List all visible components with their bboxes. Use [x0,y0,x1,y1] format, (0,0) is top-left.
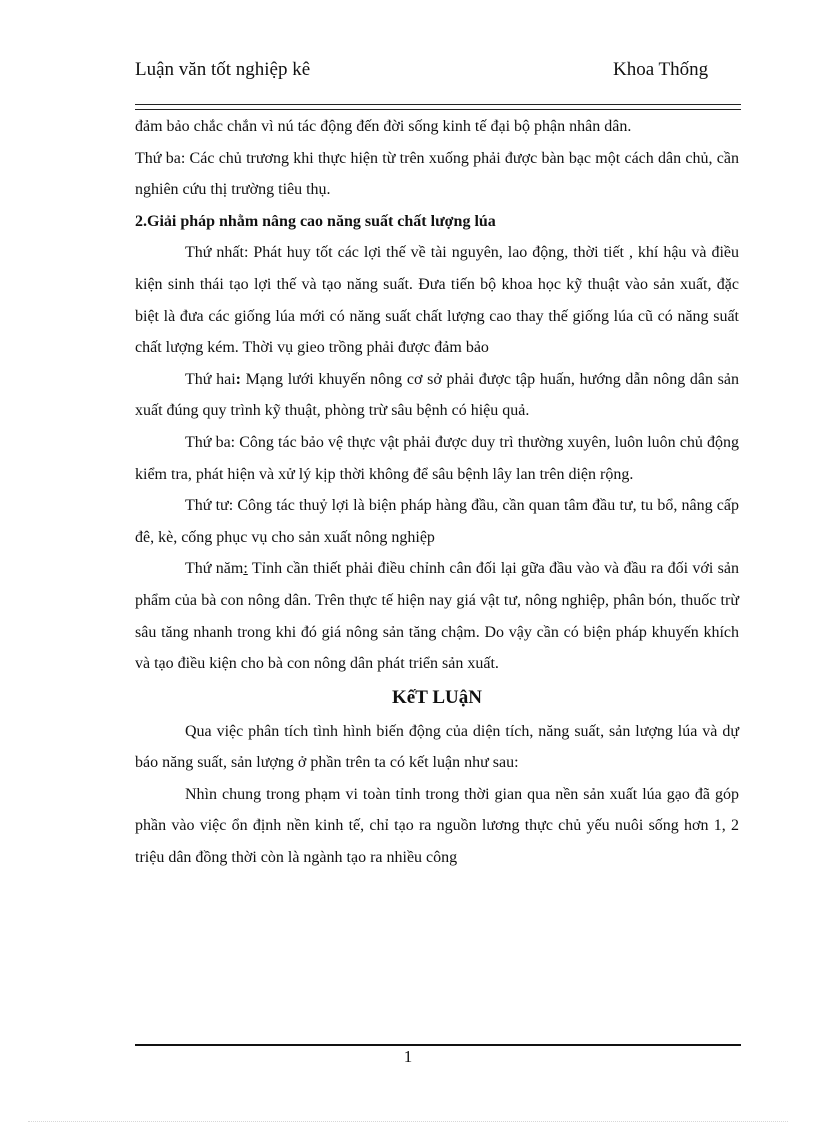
fifth-solution-label: Thứ năm [185,560,244,578]
document-body [135,111,739,874]
page-edge-dotted-line [28,1121,788,1122]
paragraph-second-solution [135,364,739,427]
fifth-solution-colon: : [243,560,248,578]
second-solution-text: Mạng lưới khuyến nông cơ sở phải được tập huấn, hướng dẫn nông dân sản xuất đúng quy trình kỹ thuật, phòng trừ sâu bệnh có hiệu quả. [135,370,739,420]
paragraph-continuation: đảm bảo chắc chắn vì nú tác động đến đời sống kinh tế đại bộ phận nhân dân. [135,118,632,135]
conclusion-title: KếT LUậN [392,686,482,708]
paragraph-third-policy: Thứ ba: Các chủ trương khi thực hiện từ trên xuống phải được bàn bạc một cách dân chủ, cần nghiên cứu thị trường tiêu thụ. [135,149,739,199]
paragraph-fifth-solution [135,553,739,679]
header-right-title: Khoa Thống [613,59,709,80]
second-solution-colon: : [235,370,241,388]
header-divider [135,104,741,110]
paragraph-conclusion-intro: Qua việc phân tích tình hình biến động của diện tích, năng suất, sản lượng lúa và dự báo năng suất, sản lượng ở phần trên ta có kết luận như sau: [135,722,739,772]
paragraph-third-solution: Thứ ba: Công tác bảo vệ thực vật phải được duy trì thường xuyên, luôn luôn chủ động kiểm tra, phát hiện và xử lý kịp thời không để sâu bệnh lây lan trên diện rộng. [135,433,739,483]
footer-divider [135,1044,741,1046]
fifth-solution-text: Tỉnh cần thiết phải điều chỉnh cân đối lại gữa đầu vào và đầu ra đối với sản phẩm của bà con nông dân. Trên thực tế hiện nay giá vật tư, nông nghiệp, phân bón, thuốc trừ sâu tăng nhanh trong khi đó giá nông sản tăng chậm. Do vậy cần có biện pháp khuyến khích và tạo điều kiện cho bà con nông dân phát triển sản xuất. [135,560,740,673]
paragraph-conclusion-main: Nhìn chung trong phạm vi toàn tỉnh trong thời gian qua nền sản xuất lúa gạo đã góp phần vào việc ổn định nền kinh tế, chỉ tạo ra nguồn lương thực chủ yếu nuôi sống hơn 1, 2 triệu dân đồng thời còn là ngành tạo ra nhiều công [135,785,739,867]
paragraph-first-solution: Thứ nhất: Phát huy tốt các lợi thế về tài nguyên, lao động, thời tiết , khí hậu và điều kiện sinh thái tạo lợi thế và tạo năng suất. Đưa tiến bộ khoa học kỹ thuật vào sản xuất, đặc biệt là đưa các giống lúa mới có năng suất chất lượng cao thay thế giống lúa cũ có năng suất chất lượng kém. Thời vụ gieo trồng phải được đảm bảo [135,244,739,357]
paragraph-fourth-solution: Thứ tư: Công tác thuỷ lợi là biện pháp hàng đầu, cần quan tâm đầu tư, tu bổ, nâng cấp đê, kè, cống phục vụ cho sản xuất nông nghiệp [135,497,739,546]
section-heading-solutions: 2.Giải pháp nhằm nâng cao năng suất chất lượng lúa [135,212,496,230]
second-solution-label: Thứ hai [185,370,236,388]
page-number: 1 [403,1047,413,1066]
header-left-title: Luận văn tốt nghiệp kê [135,59,311,80]
